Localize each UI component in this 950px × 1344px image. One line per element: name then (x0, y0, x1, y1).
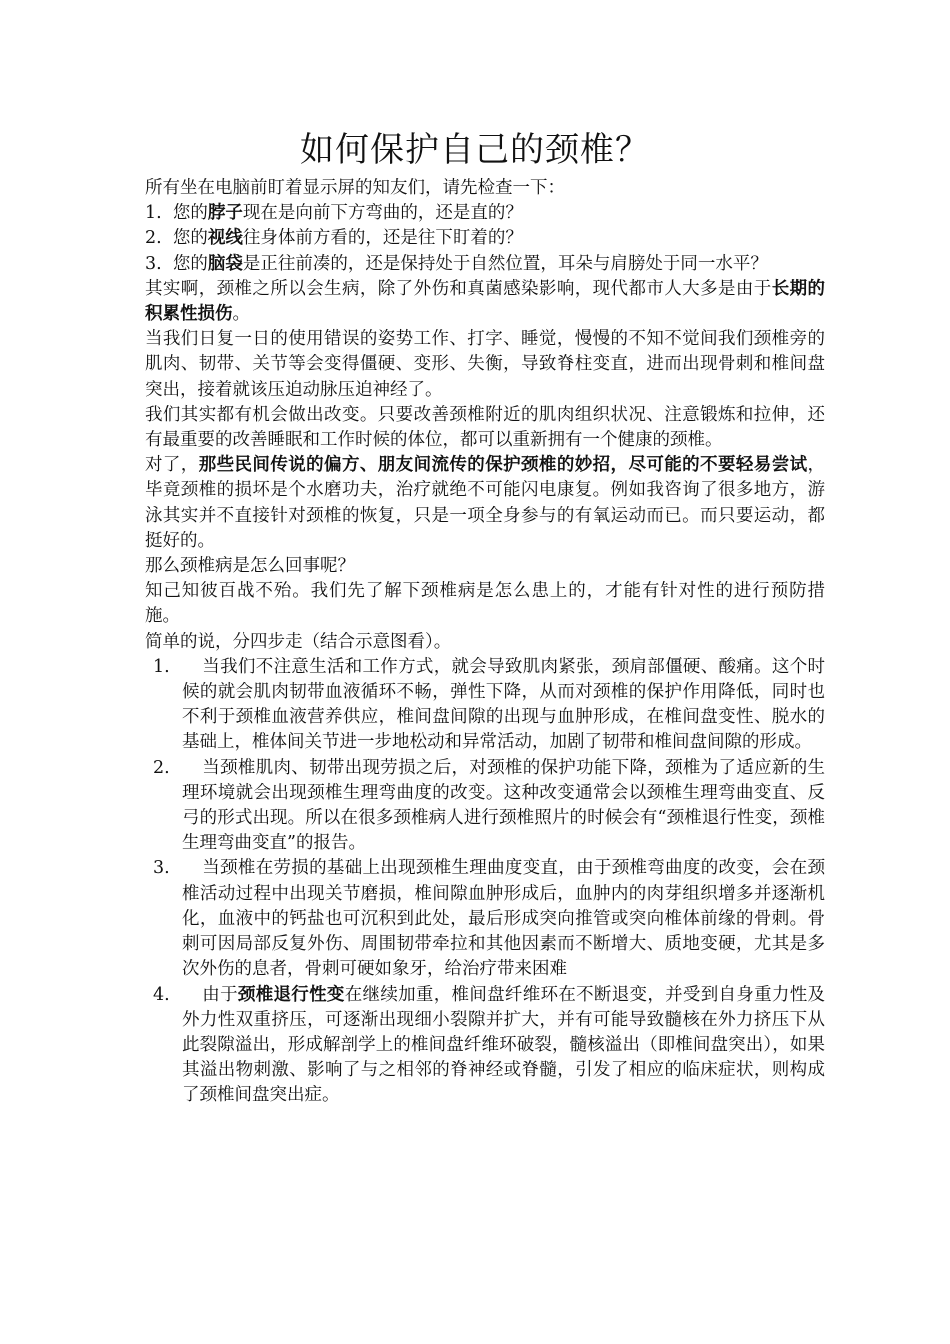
knowledge-paragraph: 知己知彼百战不殆。我们先了解下颈椎病是怎么患上的，才能有针对性的进行预防措施。 (145, 581, 825, 627)
step-text: 在继续加重，椎间盘纤维环在不断退变，并受到自身重力性及外力性双重挤压，可逐渐出现细小裂隙并扩大，并有可能导致髓核在外力挤压下从此裂隙溢出，形成解剖学上的椎间盘纤维环破裂，髓核溢出（即椎间盘突出），如果其溢出物刺激、影响了与之相邻的脊神经或脊髓，引发了相应的临床症状，则构成了颈椎间盘突出症。 (182, 984, 826, 1106)
list-item (145, 983, 825, 1109)
step-text: 当颈椎在劳损的基础上出现颈椎生理曲度变直，由于颈椎弯曲度的改变，会在颈椎活动过程中出现关节磨损，椎间隙血肿形成后，血肿内的肉芽组织增多并逐渐机化，血液中的钙盐也可沉积到此处，最后形成突向推管或突向椎体前缘的骨刺。骨刺可因局部反复外伤、周围韧带牵拉和其他因素而不断增大、质地变硬，尤其是多次外伤的息者，骨刺可硬如象牙，给治疗带来困难 (182, 858, 825, 980)
check-keyword: 脑袋 (207, 253, 243, 274)
step-number: 3. (153, 858, 170, 879)
change-paragraph: 我们其实都有机会做出改变。只要改善颈椎附近的肌肉组织状况、注意锻炼和拉伸，还有最重要的改善睡眠和工作时候的体位，都可以重新拥有一个健康的颈椎。 (145, 404, 825, 451)
list-item (145, 756, 825, 857)
emphasis-text: 颈椎退行性变 (237, 984, 345, 1005)
step-number: 1. (153, 656, 170, 677)
check-number: 3. (145, 253, 162, 274)
question-paragraph: 那么颈椎病是怎么回事呢？ (145, 556, 355, 577)
check-text: 现在是向前下方弯曲的，还是直的？ (242, 203, 523, 224)
check-text: 往身体前方看的，还是往下盯着的？ (242, 228, 523, 249)
list-item (145, 655, 825, 756)
document-body (145, 176, 825, 1109)
posture-paragraph: 当我们日复一日的使用错误的姿势工作、打字、睡觉，慢慢的不知不觉间我们颈椎旁的肌肉、韧带、关节等会变得僵硬、变形、失衡，导致脊柱变直，进而出现骨刺和椎间盘突出，接着就该压迫动脉压迫神经了。 (145, 329, 825, 400)
paragraph-text: 其实啊，颈椎之所以会生病，除了外伤和真菌感染影响，现代都市人大多是由于 (145, 278, 772, 299)
step-number: 2. (153, 757, 170, 778)
check-text: 是正往前凑的，还是保持处于自然位置，耳朵与肩膀处于同一水平？ (242, 253, 768, 274)
check-number: 2. (145, 228, 162, 249)
check-item (145, 226, 825, 251)
check-keyword: 脖子 (207, 203, 243, 224)
steps-intro-paragraph: 简单的说，分四步走（结合示意图看）。 (145, 631, 452, 652)
check-item (145, 201, 825, 226)
steps-list (145, 655, 825, 1109)
step-text: 由于 (202, 984, 238, 1005)
paragraph-text: 。 (232, 304, 250, 325)
list-item (145, 856, 825, 982)
check-item (145, 252, 825, 277)
step-text: 当颈椎肌肉、韧带出现劳损之后，对颈椎的保护功能下降，颈椎为了适应新的生理环境就会出现颈椎生理弯曲度的改变。这种改变通常会以颈椎生理弯曲变直、反弓的形式出现。所以在很多颈椎病人进行颈椎照片的时候会有“颈椎退行性变，颈椎生理弯曲变直”的报告。 (182, 757, 825, 854)
cause-paragraph (145, 277, 825, 327)
check-text: 您的 (172, 203, 208, 224)
check-number: 1. (145, 203, 162, 224)
check-keyword: 视线 (207, 228, 243, 249)
intro-paragraph: 所有坐在电脑前盯着显示屏的知友们，请先检查一下： (145, 178, 565, 198)
emphasis-text: 那些民间传说的偏方、朋友间流传的保护颈椎的妙招，尽可能的不要轻易尝试 (198, 455, 808, 476)
check-text: 您的 (172, 228, 208, 249)
step-number: 4. (153, 984, 170, 1005)
step-text: 当我们不注意生活和工作方式，就会导致肌肉紧张，颈肩部僵硬、酸痛。这个时候的就会肌肉韧带血液循环不畅，弹性下降，从而对颈椎的保护作用降低，同时也不利于颈椎血液营养供应，椎间盘间隙的出现与血肿形成，在椎间盘变性、脱水的基础上，椎体间关节进一步地松动和异常活动，加剧了韧带和椎间盘间隙的形成。 (182, 656, 825, 753)
paragraph-text: 对了， (145, 455, 199, 476)
check-text: 您的 (172, 253, 208, 274)
page-title: 如何保护自己的颈椎？ (300, 130, 650, 170)
warning-paragraph (145, 453, 825, 554)
paragraph-text: ，毕竟颈椎的损坏是个水磨功夫，治疗就绝不可能闪电康复。例如我咨询了很多地方，游泳其实并不直接针对颈椎的恢复，只是一项全身参与的有氧运动而已。而只要运动，都挺好的。 (145, 455, 825, 551)
emphasis-text: 长期的积累性损伤 (145, 278, 825, 325)
